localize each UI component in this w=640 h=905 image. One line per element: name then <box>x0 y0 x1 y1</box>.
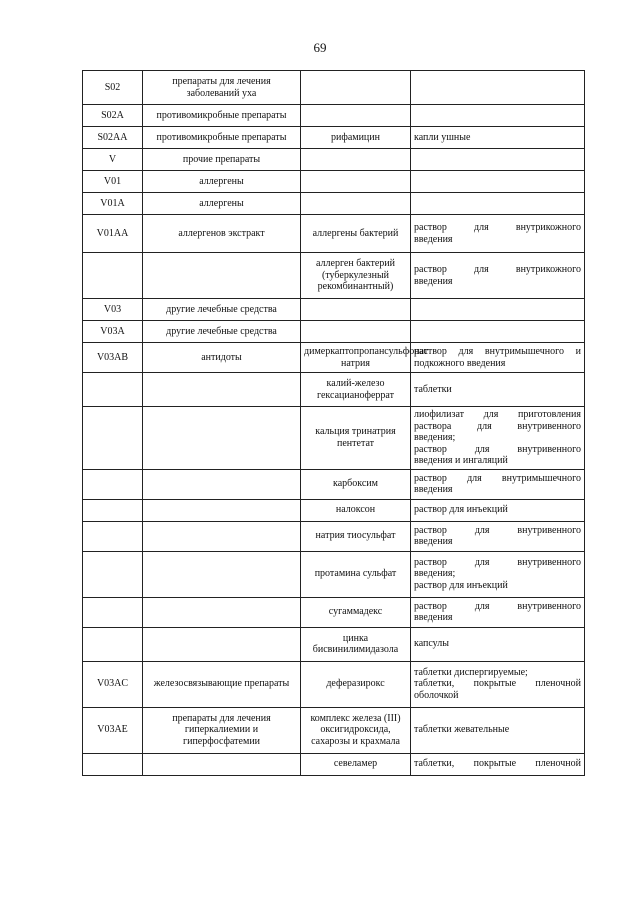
atc-code-cell: S02A <box>83 105 143 127</box>
substance-cell <box>301 171 411 193</box>
table-row <box>83 127 585 149</box>
dosage-form-line: раствор для внутримышечного и <box>414 346 581 357</box>
substance-cell: протамина сульфат <box>301 551 411 597</box>
atc-code-cell: S02AA <box>83 127 143 149</box>
substance-cell <box>301 299 411 321</box>
substance-cell: натрия тиосульфат <box>301 521 411 551</box>
dosage-form-line: раствор для внутрикожного <box>414 222 581 233</box>
atc-group-cell <box>143 627 301 661</box>
dosage-form-cell <box>411 193 585 215</box>
table-row <box>83 469 585 499</box>
dosage-form-line: раствор для внутрикожного <box>414 264 581 275</box>
table-row <box>83 343 585 373</box>
atc-group-cell <box>143 253 301 299</box>
dosage-form-cell <box>411 299 585 321</box>
dosage-form-cell <box>411 753 585 775</box>
atc-group-cell <box>143 407 301 470</box>
atc-code-cell <box>83 499 143 521</box>
substance-cell: аллергены бактерий <box>301 215 411 253</box>
dosage-form-cell <box>411 373 585 407</box>
table-row <box>83 71 585 105</box>
dosage-form-line: раствора для внутривенного <box>414 420 581 432</box>
table-row <box>83 253 585 299</box>
dosage-form-cell <box>411 407 585 470</box>
drug-table <box>82 70 585 776</box>
atc-group-cell: аллергенов экстракт <box>143 215 301 253</box>
table-row <box>83 105 585 127</box>
atc-code-cell <box>83 521 143 551</box>
atc-code-cell <box>83 469 143 499</box>
dosage-form-line: раствор для внутривенного <box>414 600 581 612</box>
table-row <box>83 321 585 343</box>
atc-group-cell: другие лечебные средства <box>143 299 301 321</box>
dosage-form-line: таблетки <box>414 383 452 395</box>
dosage-form-line: раствор для внутривенного <box>414 556 581 568</box>
substance-cell: аллерген бактерий (туберкулезный рекомбинантный) <box>301 253 411 299</box>
atc-code-cell: V <box>83 149 143 171</box>
dosage-form-cell <box>411 707 585 753</box>
dosage-form-line: введения <box>414 484 453 495</box>
table-row <box>83 215 585 253</box>
dosage-form-line: введения и ингаляций <box>414 455 508 466</box>
dosage-form-cell <box>411 171 585 193</box>
dosage-form-cell <box>411 597 585 627</box>
atc-group-cell: антидоты <box>143 343 301 373</box>
page-number: 69 <box>313 40 327 55</box>
table-row <box>83 551 585 597</box>
dosage-form-line: раствор для внутривенного <box>414 524 581 536</box>
dosage-form-cell <box>411 469 585 499</box>
substance-cell <box>301 321 411 343</box>
atc-code-cell <box>83 551 143 597</box>
atc-group-cell: прочие препараты <box>143 149 301 171</box>
atc-group-cell <box>143 753 301 775</box>
atc-code-cell <box>83 597 143 627</box>
substance-cell: карбоксим <box>301 469 411 499</box>
dosage-form-cell <box>411 343 585 373</box>
atc-group-cell: другие лечебные средства <box>143 321 301 343</box>
atc-group-cell: препараты для лечения гиперкалиемии и гиперфосфатемии <box>143 707 301 753</box>
atc-code-cell: V01AA <box>83 215 143 253</box>
substance-cell: рифамицин <box>301 127 411 149</box>
dosage-form-line: таблетки диспергируемые; <box>414 666 528 678</box>
atc-group-cell <box>143 521 301 551</box>
dosage-form-line: подкожного введения <box>414 357 506 369</box>
substance-cell <box>301 105 411 127</box>
atc-group-cell <box>143 469 301 499</box>
table-row <box>83 753 585 775</box>
substance-cell: комплекс железа (III) оксигидроксида, сахарозы и крахмала <box>301 707 411 753</box>
atc-group-cell <box>143 373 301 407</box>
dosage-form-cell <box>411 253 585 299</box>
atc-code-cell: V03AC <box>83 661 143 707</box>
atc-code-cell: V03AB <box>83 343 143 373</box>
dosage-form-line: введения <box>414 275 453 287</box>
substance-cell <box>301 71 411 105</box>
substance-cell: налоксон <box>301 499 411 521</box>
table-row <box>83 193 585 215</box>
atc-group-cell: препараты для лечения заболеваний уха <box>143 71 301 105</box>
atc-group-cell: аллергены <box>143 193 301 215</box>
dosage-form-line: введения <box>414 536 453 547</box>
dosage-form-line: капсулы <box>414 638 449 650</box>
table-row <box>83 299 585 321</box>
dosage-form-line: раствор для внутривенного <box>414 443 581 455</box>
dosage-form-cell <box>411 71 585 105</box>
atc-code-cell <box>83 627 143 661</box>
dosage-form-line: введения <box>414 612 453 623</box>
table-row <box>83 373 585 407</box>
dosage-form-line: таблетки, покрытые пленочной <box>414 678 581 690</box>
atc-group-cell: противомикробные препараты <box>143 105 301 127</box>
atc-code-cell <box>83 373 143 407</box>
atc-group-cell <box>143 597 301 627</box>
table-row <box>83 521 585 551</box>
atc-group-cell: противомикробные препараты <box>143 127 301 149</box>
substance-cell: димеркаптопропансульфонат натрия <box>301 343 411 373</box>
dosage-form-line: раствор для инъекций <box>414 504 508 516</box>
dosage-form-line: раствор для внутримышечного <box>414 472 581 484</box>
table-row <box>83 597 585 627</box>
table-row <box>83 707 585 753</box>
dosage-form-line: лиофилизат для приготовления <box>414 409 581 420</box>
substance-cell: цинка бисвинилимидазола <box>301 627 411 661</box>
atc-code-cell <box>83 407 143 470</box>
dosage-form-cell <box>411 149 585 171</box>
atc-code-cell: V03A <box>83 321 143 343</box>
dosage-form-cell <box>411 215 585 253</box>
substance-cell: севеламер <box>301 753 411 775</box>
dosage-form-cell <box>411 127 585 149</box>
atc-group-cell <box>143 551 301 597</box>
atc-group-cell: железосвязывающие препараты <box>143 661 301 707</box>
table-row <box>83 407 585 470</box>
table-row <box>83 171 585 193</box>
dosage-form-line: капли ушные <box>414 131 471 143</box>
dosage-form-cell <box>411 551 585 597</box>
dosage-form-line: раствор для инъекций <box>414 579 508 591</box>
table-row <box>83 499 585 521</box>
dosage-form-line: введения; <box>414 568 456 580</box>
atc-code-cell: V03 <box>83 299 143 321</box>
dosage-form-line: введения <box>414 233 453 245</box>
atc-code-cell: V03AE <box>83 707 143 753</box>
atc-group-cell <box>143 499 301 521</box>
dosage-form-line: таблетки, покрытые пленочной <box>414 758 581 770</box>
dosage-form-cell <box>411 105 585 127</box>
dosage-form-line: оболочкой <box>414 689 459 701</box>
table-row <box>83 627 585 661</box>
dosage-form-line: введения; <box>414 432 456 443</box>
atc-group-cell: аллергены <box>143 171 301 193</box>
substance-cell: кальция тринатрия пентетат <box>301 407 411 470</box>
dosage-form-cell <box>411 499 585 521</box>
dosage-form-cell <box>411 627 585 661</box>
atc-code-cell <box>83 253 143 299</box>
substance-cell <box>301 193 411 215</box>
atc-code-cell: S02 <box>83 71 143 105</box>
table-row <box>83 661 585 707</box>
dosage-form-cell <box>411 521 585 551</box>
substance-cell: калий-железо гексацианоферрат <box>301 373 411 407</box>
dosage-form-cell <box>411 321 585 343</box>
atc-code-cell: V01A <box>83 193 143 215</box>
atc-code-cell <box>83 753 143 775</box>
substance-cell <box>301 149 411 171</box>
atc-code-cell: V01 <box>83 171 143 193</box>
table-row <box>83 149 585 171</box>
substance-cell: деферазирокс <box>301 661 411 707</box>
dosage-form-cell <box>411 661 585 707</box>
substance-cell: сугаммадекс <box>301 597 411 627</box>
dosage-form-line: таблетки жевательные <box>414 724 510 736</box>
